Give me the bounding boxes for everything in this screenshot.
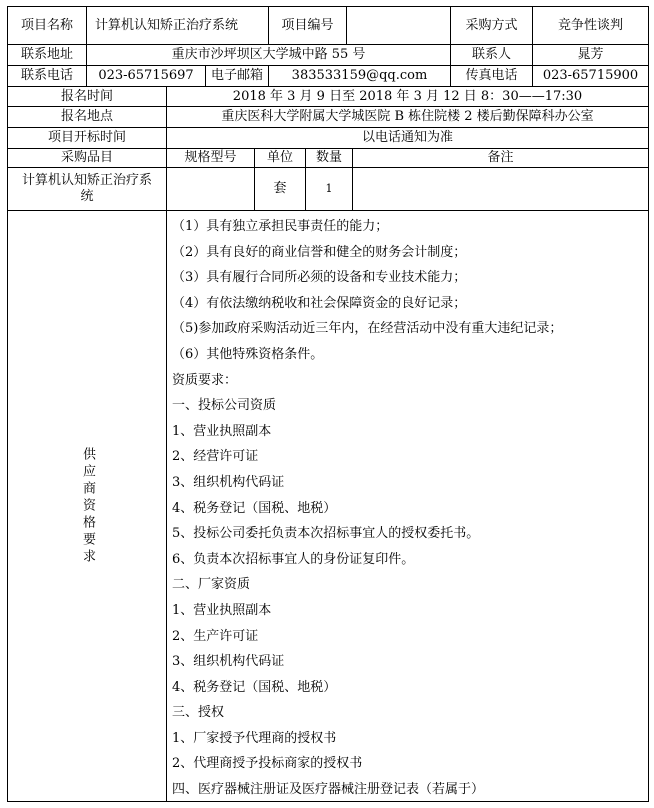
item-header: 采购品目 <box>60 150 113 165</box>
requirement-line: 1、营业执照副本 <box>172 423 272 439</box>
requirement-line: （4）有依法缴纳税收和社会保障资金的良好记录； <box>172 295 467 311</box>
requirement-line: 2、经营许可证 <box>172 449 259 465</box>
email-value: 383533159@qq.com <box>291 68 428 83</box>
project-code-label: 项目编号 <box>281 17 334 33</box>
requirement-line: 1、营业执照副本 <box>172 602 272 618</box>
requirement-line: （6）其他特殊资格条件。 <box>172 346 324 362</box>
address-value: 重庆市沙坪坝区大学城中路 55 号 <box>171 47 366 62</box>
signup-place-value: 重庆医科大学附属大学城医院 B 栋住院楼 2 楼后勤保障科办公室 <box>221 109 594 124</box>
requirement-line: 四、医疗器械注册证及医疗器械注册登记表（若属于） <box>172 782 485 798</box>
requirement-line: 3、组织机构代码证 <box>172 654 285 670</box>
unit-cell: 套 <box>273 181 287 196</box>
remark-cell <box>353 168 648 210</box>
requirement-line: 三、授权 <box>172 705 225 721</box>
requirement-line: 一、投标公司资质 <box>172 398 277 414</box>
remark-header: 备注 <box>487 150 514 165</box>
spec-header: 规格型号 <box>184 150 237 165</box>
contact-person-label: 联系人 <box>471 47 511 62</box>
project-code-value <box>347 7 450 44</box>
signup-time-label: 报名时间 <box>60 88 113 104</box>
requirement-line: （3）具有履行合同所必须的设备和专业技术能力； <box>172 270 467 286</box>
table-border <box>648 6 649 802</box>
phone-label: 联系电话 <box>20 68 73 83</box>
purchase-method-label: 采购方式 <box>465 17 518 33</box>
unit-header: 单位 <box>266 150 293 165</box>
requirement-line: 2、生产许可证 <box>172 628 259 644</box>
requirements-list <box>172 214 648 803</box>
spec-cell <box>167 168 254 210</box>
address-label: 联系地址 <box>20 47 73 62</box>
requirement-line: 2、代理商授予投标商家的授权书 <box>172 756 363 772</box>
supplier-qualification-label-cell <box>8 211 166 801</box>
quantity-header: 数量 <box>315 150 342 165</box>
contact-person-value: 晁芳 <box>577 47 604 62</box>
project-name-label: 项目名称 <box>20 17 73 33</box>
requirement-line: 4、税务登记（国税、地税） <box>172 679 337 695</box>
requirement-line: 6、负责本次招标事宜人的身份证复印件。 <box>172 551 415 567</box>
signup-time-value: 2018 年 3 月 9 日至 2018 年 3 月 12 日 8：30——17:30 <box>232 88 583 104</box>
requirement-line: 资质要求： <box>172 372 238 388</box>
email-label: 电子邮箱 <box>210 68 263 83</box>
signup-place-label: 报名地点 <box>60 109 113 124</box>
quantity-cell: 1 <box>325 182 333 195</box>
requirement-line: （1）具有独立承担民事责任的能力； <box>172 219 389 234</box>
supplier-qualification-label: 供应商资格要求 <box>80 446 95 566</box>
requirement-line: 3、组织机构代码证 <box>172 474 285 490</box>
bid-opening-time-label: 项目开标时间 <box>47 130 126 145</box>
fax-label: 传真电话 <box>465 68 518 83</box>
project-name-value: 计算机认知矫正治疗系统 <box>95 17 239 33</box>
requirement-line: （5)参加政府采购活动近三年内，在经营活动中没有重大违纪记录； <box>172 321 563 337</box>
requirement-line: （2）具有良好的商业信誉和健全的财务会计制度； <box>172 244 467 260</box>
bid-opening-time-value: 以电话通知为准 <box>361 130 453 145</box>
phone-value: 023-65715697 <box>98 68 194 83</box>
requirement-line: 5、投标公司委托负责本次招标事宜人的授权委托书。 <box>172 526 480 542</box>
fax-value: 023-65715900 <box>542 68 639 83</box>
purchase-method-value: 竞争性谈判 <box>557 17 623 33</box>
item-name-cell: 计算机认知矫正治疗系统 <box>21 173 152 204</box>
requirement-line: 二、厂家资质 <box>172 577 251 593</box>
requirement-line: 4、税务登记（国税、地税） <box>172 500 337 516</box>
requirement-line: 1、厂家授予代理商的授权书 <box>172 730 337 746</box>
